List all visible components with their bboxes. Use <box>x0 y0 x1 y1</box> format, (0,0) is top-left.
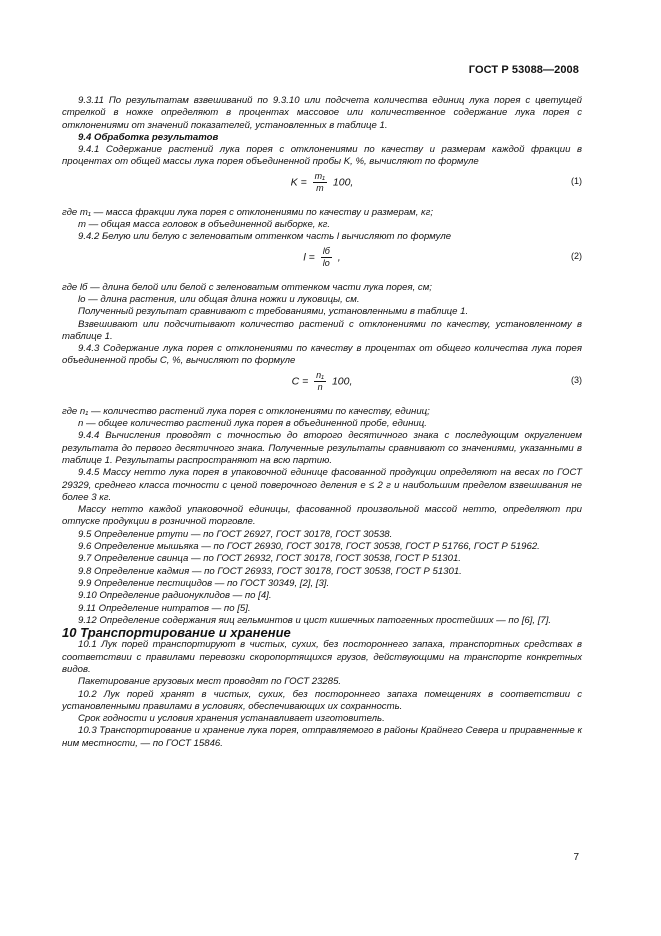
paragraph-weigh: Взвешивают или подсчитывают количество растений с отклонениями по качеству, установленному в таблице 1. <box>62 318 582 342</box>
formula-2-fraction <box>321 246 332 269</box>
paragraph-9-4-3: 9.4.3 Содержание лука порея с отклонениями по качеству в процентах от общего количества лука порея объединенной пробы C, %, вычисляют по формуле <box>62 343 582 367</box>
paragraph-9-5: 9.5 Определение ртути — по ГОСТ 26927, ГОСТ 30178, ГОСТ 30538. <box>78 528 393 540</box>
page-number: 7 <box>573 852 579 863</box>
where-n: n — общее количество растений лука порея в объединенной пробе, единиц. <box>78 418 427 430</box>
formula-1-numerator: m₁ <box>314 170 325 181</box>
paragraph-9-7: 9.7 Определение свинца — по ГОСТ 26932, ГОСТ 30178, ГОСТ 30538, ГОСТ Р 51301. <box>78 553 461 565</box>
paragraph-9-12: 9.12 Определение содержания яиц гельминтов и цист кишечных патогенных простейших — по [6], [7]. <box>78 614 552 626</box>
formula-3-number: (3) <box>571 374 582 385</box>
paragraph-9-8: 9.8 Определение кадмия — по ГОСТ 26933, ГОСТ 30178, ГОСТ 30538, ГОСТ Р 51301. <box>78 565 462 577</box>
formula-1-denominator: m <box>316 182 324 193</box>
paragraph-compare: Полученный результат сравнивают с требованиями, установленными в таблице 1. <box>78 306 469 318</box>
formula-3-fraction <box>314 370 326 393</box>
formula-2 <box>62 246 582 278</box>
formula-1-rhs: 100, <box>332 176 354 189</box>
paragraph-10-3: 10.3 Транспортирование и хранение лука порея, отправляемого в районы Крайнего Севера и приравненные к ним местности, — по ГОСТ 15846. <box>62 725 582 749</box>
formula-2-rhs: , <box>337 250 341 263</box>
formula-2-denominator: lо <box>322 257 330 268</box>
formula-3 <box>62 370 582 402</box>
paragraph-9-3-11: 9.3.11 По результатам взвешиваний по 9.3.10 или подсчета количества единиц лука порея с цветущей стрелкой в ножке определяют в процентах массовое или количественное содержание лука порея с отклонениями от значений показателей, установленных в таблице 1. <box>62 95 582 131</box>
where-n1: где n₁ — количество растений лука порея с отклонениями по качеству, единиц; <box>62 405 430 417</box>
paragraph-9-10: 9.10 Определение радионуклидов — по [4]. <box>78 590 272 602</box>
paragraph-10-1: 10.1 Лук порей транспортируют в чистых, сухих, без постороннего запаха, транспортных средствах в соответствии с правилами перевозки скоропортящихся грузов, действующими на транспорте конкретных видов. <box>62 639 582 675</box>
formula-1-number: (1) <box>571 175 582 186</box>
paragraph-9-6: 9.6 Определение мышьяка — по ГОСТ 26930, ГОСТ 30178, ГОСТ 30538, ГОСТ Р 51766, ГОСТ Р 51962. <box>78 541 540 553</box>
document-id-header: ГОСТ Р 53088—2008 <box>468 64 579 76</box>
paragraph-net-mass: Массу нетто каждой упаковочной единицы, фасованной произвольной массой нетто, определяют при отпуске продукции в розничной торговле. <box>62 504 582 528</box>
document-body <box>62 95 582 750</box>
formula-3-lhs: C = <box>291 375 309 388</box>
paragraph-9-4-4: 9.4.4 Вычисления проводят с точностью до второго десятичного знака с последующим округлением результата до первого десятичного знака. Полученные результаты сравнивают со значениями, указанными в таблице 1. Результаты распространяют на всю партию. <box>62 430 582 466</box>
formula-2-numerator: lб <box>322 245 330 256</box>
formula-3-denominator: n <box>317 381 323 392</box>
paragraph-9-4-1: 9.4.1 Содержание растений лука порея с отклонениями по качеству и размерам каждой фракции в процентах от общей массы лука порея объединенной пробы K, %, вычисляют по формуле <box>62 144 582 168</box>
paragraph-9-9: 9.9 Определение пестицидов — по ГОСТ 30349, [2], [3]. <box>78 577 330 589</box>
paragraph-9-4-2: 9.4.2 Белую или белую с зеленоватым оттенком часть l вычисляют по формуле <box>78 231 452 243</box>
where-lo: lо — длина растения, или общая длина ножки и луковицы, см. <box>78 293 360 305</box>
paragraph-shelf-life: Срок годности и условия хранения устанавливает изготовитель. <box>78 713 385 725</box>
formula-1-fraction <box>313 171 327 194</box>
where-lb: где lб — длина белой или белой с зеленоватым оттенком части лука порея, см; <box>62 281 432 293</box>
where-m: m — общая масса головок в объединенной выборке, кг. <box>78 219 331 231</box>
paragraph-9-4-5: 9.4.5 Массу нетто лука порея в упаковочной единице фасованной продукции определяют на весах по ГОСТ 29329, среднего класса точности с ценой поверочного деления е ≤ 2 г и наибольшим пределом взвешивания не более 3 кг. <box>62 467 582 503</box>
formula-1 <box>62 171 582 203</box>
paragraph-10-2: 10.2 Лук порей хранят в чистых, сухих, без постороннего запаха помещениях в соответствии с установленными правилами в условиях, обеспечивающих их сохранность. <box>62 688 582 712</box>
paragraph-packaging: Пакетирование грузовых мест проводят по ГОСТ 23285. <box>78 676 342 688</box>
where-m1: где m₁ — масса фракции лука порея с отклонениями по качеству и размерам, кг; <box>62 206 433 218</box>
section-heading-10: 10 Транспортирование и хранение <box>62 625 291 641</box>
formula-3-numerator: n₁ <box>316 369 325 380</box>
formula-3-rhs: 100, <box>331 375 353 388</box>
subsection-heading-9-4: 9.4 Обработка результатов <box>78 131 219 143</box>
formula-2-number: (2) <box>571 250 582 261</box>
formula-1-lhs: K = <box>290 176 307 189</box>
formula-2-lhs: l = <box>303 250 315 263</box>
paragraph-9-11: 9.11 Определение нитратов — по [5]. <box>78 602 251 614</box>
